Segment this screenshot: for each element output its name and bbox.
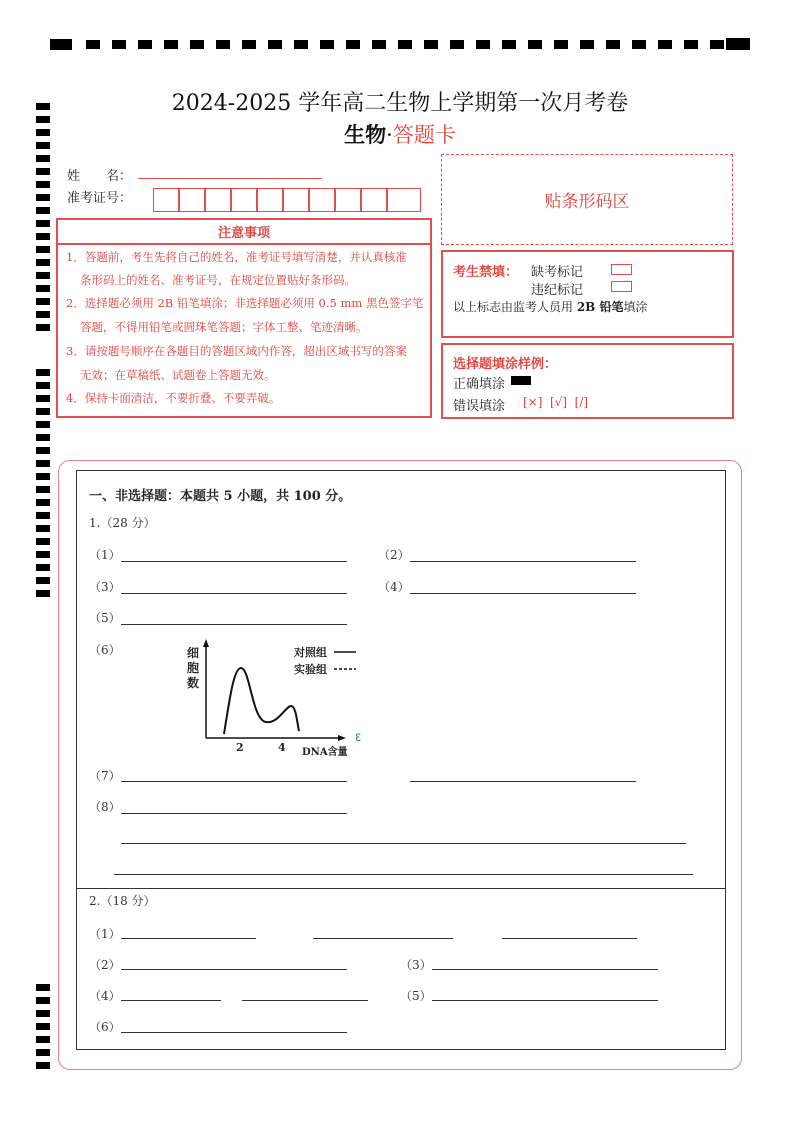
q2-part-4-answer-line[interactable] <box>121 1000 221 1001</box>
name-field[interactable] <box>138 178 322 179</box>
exam-id-boxes[interactable] <box>153 188 421 212</box>
q2-part-2-label: （2） <box>89 958 121 972</box>
q2-part-5-label: （5） <box>400 989 432 1003</box>
graph-y-label-char: 胞 <box>187 661 200 675</box>
q1-part-4-answer-line[interactable] <box>410 593 636 594</box>
forbidden-title: 考生禁填： <box>453 265 519 280</box>
subject-name: 生物 <box>344 122 387 147</box>
q1-part-6-label: （6） <box>89 643 121 657</box>
q2-part-2-answer-line[interactable] <box>121 969 347 970</box>
forbidden-box <box>441 250 734 338</box>
forbidden-note-bold: 2B 铅笔 <box>576 300 624 314</box>
page-subtitle <box>0 119 800 149</box>
q2-part-5-answer-line[interactable] <box>432 1000 658 1001</box>
q1-part-5-answer-line[interactable] <box>121 624 347 625</box>
sample-box <box>441 343 734 419</box>
exam-id-digit-box[interactable] <box>257 188 283 212</box>
exam-id-digit-box[interactable] <box>387 188 421 212</box>
question-1-frame <box>76 470 726 889</box>
graph-x-axis-arrow <box>338 735 346 741</box>
graph-y-axis-arrow <box>203 639 209 647</box>
absent-mark-label: 缺考标记 <box>531 265 584 280</box>
q1-part-2-label: （2） <box>378 548 410 562</box>
q2-part-6-answer-line[interactable] <box>121 1032 347 1033</box>
q1-part-4-label: （4） <box>378 580 410 594</box>
notice-item: 1．答题前，考生先将自己的姓名，准考证号填写清楚，并认真核准 <box>66 250 407 264</box>
graph-stray-mark: ℇ <box>355 733 362 744</box>
q1-part-8-answer-line-3[interactable] <box>114 874 693 875</box>
q1-part-7-answer-line-2[interactable] <box>410 781 636 782</box>
graph-control-curve <box>224 668 299 734</box>
graph-y-label-char: 细 <box>187 646 200 660</box>
notice-title: 注意事项 <box>217 226 270 241</box>
exam-id-digit-box[interactable] <box>231 188 257 212</box>
graph-legend-control-label: 对照组 <box>294 646 327 659</box>
q2-part-1-answer-line-2[interactable] <box>313 938 453 939</box>
graph-x-tick-2: 2 <box>236 741 244 754</box>
graph-x-tick-4: 4 <box>278 741 286 754</box>
notice-item: 4．保持卡面清洁，不要折叠、不要弄破。 <box>66 391 281 405</box>
q1-part-7-answer-line[interactable] <box>121 781 347 782</box>
exam-id-digit-box[interactable] <box>179 188 205 212</box>
page-title: 2024-2025 学年高二生物上学期第一次月考卷 <box>171 91 629 116</box>
graph-x-label: DNA含量 <box>302 747 348 758</box>
q1-part-3-label: （3） <box>89 580 121 594</box>
notice-item: 无效；在草稿纸、试题卷上答题无效。 <box>80 368 276 382</box>
q1-part-8-answer-line[interactable] <box>121 813 347 814</box>
q1-part-2-answer-line[interactable] <box>410 561 636 562</box>
absent-mark-box[interactable] <box>611 264 632 275</box>
q2-part-1-label: （1） <box>89 927 121 941</box>
notice-divider <box>58 243 430 245</box>
q2-part-1-answer-line[interactable] <box>121 938 256 939</box>
cell-dna-graph <box>196 636 376 751</box>
question-1-label: 1.（28 分） <box>89 516 156 530</box>
q2-part-1-answer-line-3[interactable] <box>502 938 637 939</box>
q2-part-4-label: （4） <box>89 989 121 1003</box>
q1-part-7-label: （7） <box>89 769 121 783</box>
violation-mark-box[interactable] <box>611 281 632 292</box>
graph-legend-experiment-label: 实验组 <box>294 663 327 676</box>
q2-part-3-label: （3） <box>400 958 432 972</box>
q1-part-3-answer-line[interactable] <box>121 593 347 594</box>
correct-fill-label: 正确填涂 <box>453 377 506 392</box>
violation-mark-label: 违纪标记 <box>531 283 584 298</box>
q1-part-1-answer-line[interactable] <box>121 561 347 562</box>
q1-part-1-label: （1） <box>89 548 121 562</box>
exam-id-digit-box[interactable] <box>335 188 361 212</box>
notice-item: 3．请按题号顺序在各题目的答题区域内作答，超出区域书写的答案 <box>66 344 407 358</box>
correct-fill-sample <box>511 376 531 385</box>
notice-box <box>56 218 432 418</box>
forbidden-note-prefix: 以上标志由监考人员用 <box>453 300 577 314</box>
name-label: 姓 名： <box>67 169 133 184</box>
forbidden-note-suffix: 填涂 <box>623 300 648 314</box>
q2-part-4-answer-line-2[interactable] <box>242 1000 368 1001</box>
exam-id-digit-box[interactable] <box>205 188 231 212</box>
barcode-area <box>441 154 733 245</box>
exam-id-digit-box[interactable] <box>153 188 179 212</box>
exam-id-digit-box[interactable] <box>361 188 387 212</box>
sample-title: 选择题填涂样例： <box>453 357 558 372</box>
subtitle-dot: · <box>386 123 393 147</box>
graph-y-label-char: 数 <box>187 676 200 690</box>
question-2-label: 2.（18 分） <box>89 894 156 908</box>
forbidden-note <box>453 298 648 315</box>
q2-part-6-label: （6） <box>89 1020 121 1034</box>
exam-id-digit-box[interactable] <box>309 188 335 212</box>
wrong-fill-samples: [×] [√] [/] <box>523 395 589 409</box>
notice-item: 答题，不得用铅笔或圆珠笔答题；字体工整、笔迹清晰。 <box>80 320 368 334</box>
q1-part-5-label: （5） <box>89 611 121 625</box>
wrong-fill-label: 错误填涂 <box>453 399 506 414</box>
answer-sheet-label: 答题卡 <box>392 123 456 147</box>
exam-id-digit-box[interactable] <box>283 188 309 212</box>
exam-id-label: 准考证号： <box>67 191 133 206</box>
notice-item: 条形码上的姓名、准考证号，在规定位置贴好条形码。 <box>80 273 356 287</box>
q2-part-3-answer-line[interactable] <box>432 969 658 970</box>
section-title: 一、非选择题：本题共 5 小题，共 100 分。 <box>89 489 352 504</box>
barcode-area-label: 贴条形码区 <box>544 192 630 212</box>
q1-part-8-answer-line-2[interactable] <box>121 843 686 844</box>
q1-part-8-label: （8） <box>89 800 121 814</box>
notice-item: 2．选择题必须用 2B 铅笔填涂；非选择题必须用 0.5 mm 黑色签字笔 <box>66 296 424 310</box>
